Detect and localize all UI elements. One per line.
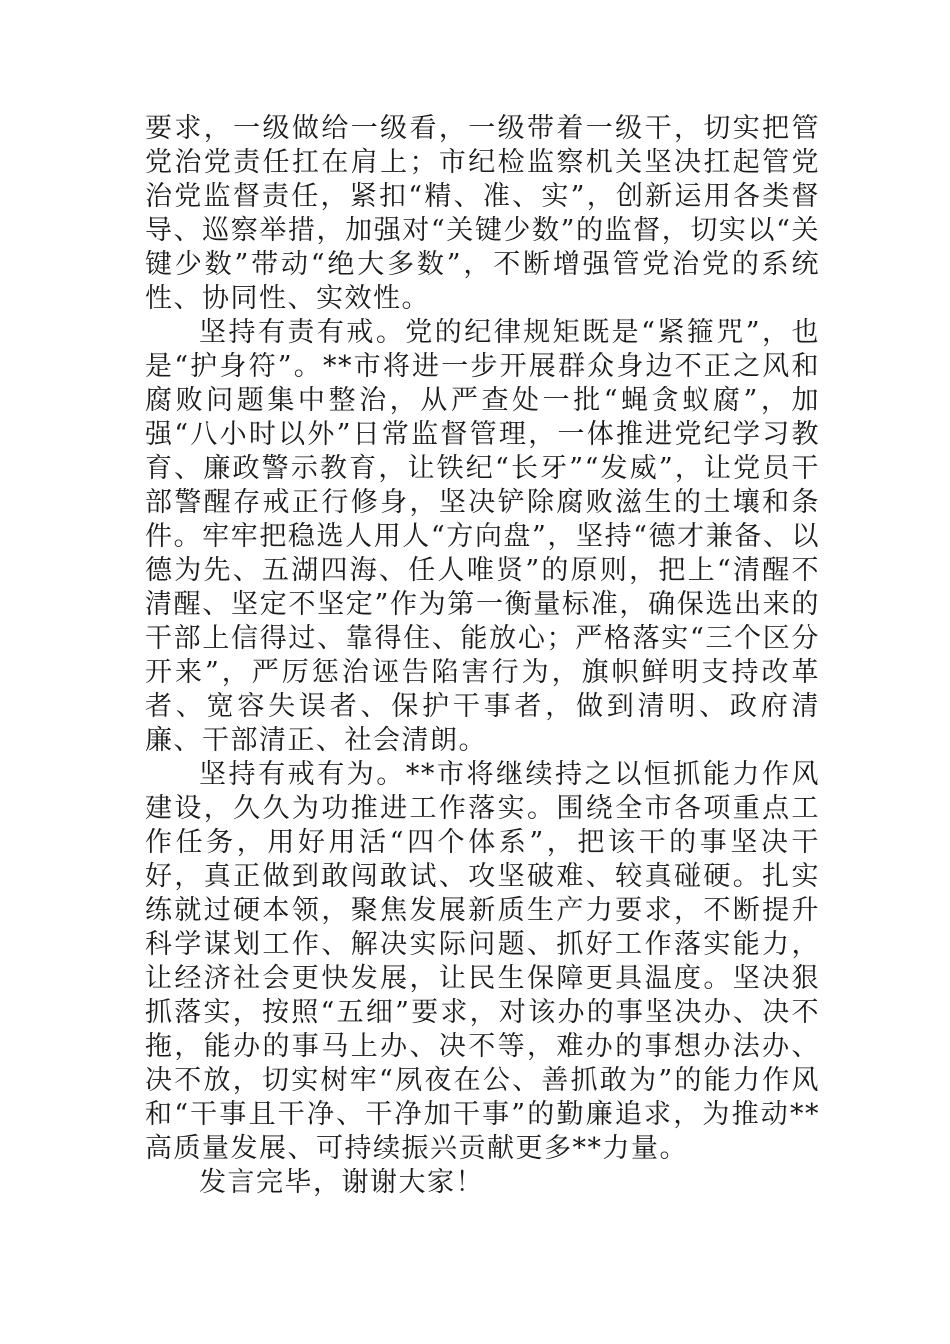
paragraph-discipline-action: 坚持有戒有为。**市将继续持之以恒抓能力作风建设，久久为功推进工作落实。围绕全市各项重点工作任务，用好用活“四个体系”，把该干的事坚决干好，真正做到敢闯敢试、攻坚破难、较真碰硬。扎实练就过硬本领，聚焦发展新质生产力要求，不断提升科学谋划工作、解决实际问题、抓好工作落实能力，让经济社会更快发展，让民生保障更具温度。坚决狠抓落实，按照“五细”要求，对该办的事坚决办、决不拖，能办的事马上办、决不等，难办的事想办法办、决不放，切实树牢“夙夜在公、善抓敢为”的能力作风和“干事且干净、干净加干事”的勤廉追求，为推动**高质量发展、可持续振兴贡献更多**力量。 — [145, 759, 820, 1164]
paragraph-responsibility-discipline: 坚持有责有戒。党的纪律规矩既是“紧箍咒”，也是“护身符”。**市将进一步开展群众身边不正之风和腐败问题集中整治，从严查处一批“蝇贪蚁腐”，加强“八小时以外”日常监督管理，一体推进党纪学习教育、廉政警示教育，让铁纪“长牙”“发威”，让党员干部警醒存戒正行修身，坚决铲除腐败滋生的土壤和条件。牢牢把稳选人用人“方向盘”，坚持“德才兼备、以德为先、五湖四海、任人唯贤”的原则，把上“清醒不清醒、坚定不坚定”作为第一衡量标准，确保选出来的干部上信得过、靠得住、能放心；严格落实“三个区分开来”，严厉惩治诬告陷害行为，旗帜鲜明支持改革者、宽容失误者、保护干事者，做到清明、政府清廉、干部清正、社会清朗。 — [145, 317, 820, 756]
paragraph-continued: 要求，一级做给一级看，一级带着一级干，切实把管党治党责任扛在肩上；市纪检监察机关坚决扛起管党治党监督责任，紧扣“精、准、实”，创新运用各类督导、巡察举措，加强对“关键少数”的监督，切实以“关键少数”带动“绝大多数”，不断增强管党治党的系统性、协同性、实效性。 — [145, 113, 820, 314]
paragraph-closing: 发言完毕，谢谢大家！ — [199, 1167, 484, 1198]
document-body — [145, 112, 820, 1200]
